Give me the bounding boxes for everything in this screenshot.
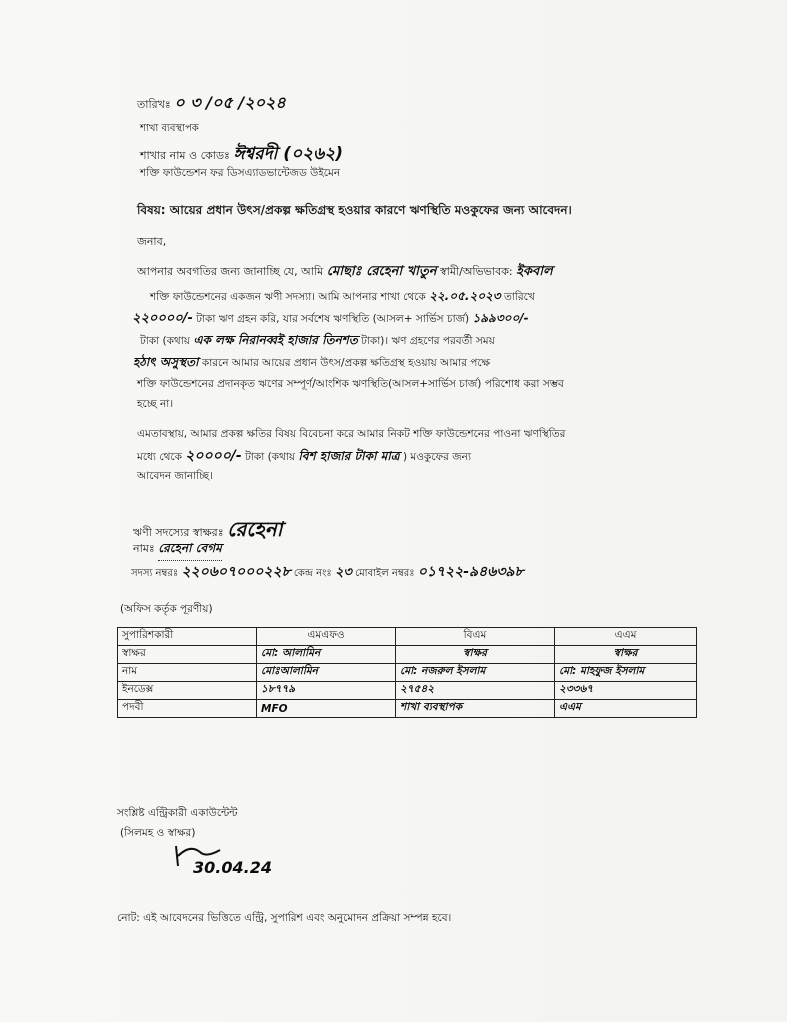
para1-line4 — [133, 352, 490, 373]
para2-suffix: ) মওকুফের জন্য — [402, 451, 471, 463]
cell: মো: আলামিন — [257, 646, 396, 664]
applicant-name-value: মোছাঃ রেহেনা খাতুন — [326, 264, 437, 279]
accountant-date: 30.04.24 — [193, 858, 272, 877]
para2-line3: আবেদন জানাচ্ছি। — [137, 470, 213, 482]
footer-note: নোট: এই আবেদনের ভিত্তিতে এন্ট্রি, সুপারিশ এবং অনুমোদন প্রক্রিয়া সম্পন্ন হবে। — [117, 912, 452, 924]
cell: ২৩৩৬৭ — [555, 682, 697, 700]
branch-label: শাখার নাম ও কোডঃ — [140, 149, 230, 162]
header-am: এএম — [555, 628, 697, 646]
cell: MFO — [257, 700, 396, 718]
accountant-line1: সংশ্লিষ্ট এন্ট্রিকারী একাউন্টেন্ট — [117, 807, 238, 819]
subject-line: বিষয়: আয়ের প্রধান উৎস/প্রকল্প ক্ষতিগ্রস্থ হওয়ার কারণে ঋণস্থিতি মওকুফের জন্য আবেদন। — [137, 203, 572, 217]
sign-label: ঋণী সদস্যের স্বাক্ষরঃ — [133, 526, 224, 539]
para2-line1: এমতাবস্থায়, আমার প্রকল্প ক্ষতির বিষয় বিবেচনা করে আমার নিকট শক্তি ফাউন্ডেশনের পাওনা ঋণস্থিতির — [137, 428, 566, 440]
cell: মো: নজরুল ইসলাম — [396, 664, 555, 682]
para1-line6: হচ্ছে না। — [137, 398, 174, 410]
words-value: এক লক্ষ নিরানব্বই হাজার তিনশত — [193, 333, 358, 347]
accountant-line2: (সিলমহ ও স্বাক্ষর) — [120, 827, 196, 839]
applicant-id-line — [131, 560, 524, 584]
cell: স্বাক্ষর — [555, 646, 697, 664]
branch-value: ঈশ্বরদী (০২৬২) — [233, 144, 344, 164]
cell: মো: মাহফুজ ইসলাম — [555, 664, 697, 682]
cell: শাখা ব্যবস্থাপক — [396, 700, 555, 718]
date-value: ০ ৩ /০৫ /২০২৪ — [174, 93, 286, 112]
member-number: ২২০৬০৭০০০২২৮ — [181, 564, 291, 580]
header-recommender: সুপারিশকারী — [118, 628, 257, 646]
mobile-label: মোবাইল নম্বরঃ — [355, 568, 415, 579]
para2-mid: টাকা (কথায় — [245, 451, 296, 463]
cell: ১৮৭৭৯ — [257, 682, 396, 700]
row-label: ইনডেক্স — [118, 682, 257, 700]
cell: এএম — [555, 700, 697, 718]
waiver-words-value: বিশ হাজার টাকা মাত্র — [298, 449, 400, 463]
waiver-amount-value: ২০০০০/- — [185, 448, 242, 464]
table-row — [118, 664, 697, 682]
header-bm: বিএম — [396, 628, 555, 646]
cell: স্বাক্ষর — [396, 646, 555, 664]
office-header-row — [118, 628, 697, 646]
table-row — [118, 646, 697, 664]
loan-amount-value: ২২০০০০/- — [132, 311, 193, 326]
row-label: পদবী — [118, 700, 257, 718]
after-text: টাকা)। ঋণ গ্রহণের পরবর্তী সময় — [361, 335, 495, 347]
office-title: (অফিস কর্তৃক পূরণীয়) — [120, 603, 213, 615]
center-label: কেন্দ্র নংঃ — [293, 568, 332, 579]
center-number: ২৩ — [334, 565, 352, 580]
loan-text: টাকা ঋণ গ্রহন করি, যার সর্বশেষ ঋণস্থিতি (আসল+ সার্ভিস চার্জ) — [196, 313, 470, 325]
words-label: টাকা (কথায় — [140, 335, 190, 347]
para1-line5: শক্তি ফাউন্ডেশনের প্রদানকৃত ঋণের সম্পূর্ণ/আংশিক ঋণস্থিতি(আসল+সার্ভিস চার্জ) পরিশোধ করা সম্ভব — [137, 378, 564, 390]
member-text: শক্তি ফাউন্ডেশনের একজন ঋণী সদস্যা। আমি আপনার শাখা থেকে — [150, 291, 426, 303]
table-row — [118, 700, 697, 718]
row-label: স্বাক্ষর — [118, 646, 257, 664]
office-table — [117, 627, 697, 718]
name-label: নামঃ — [133, 542, 155, 555]
applicant-name: রেহেনা বেগম — [158, 540, 222, 561]
header-mfo: এমএফও — [257, 628, 396, 646]
para1-line1 — [137, 262, 553, 282]
para2-line2 — [137, 446, 471, 467]
date-label: তারিখঃ — [137, 98, 171, 111]
para1-line3b — [140, 330, 495, 351]
para1-line2 — [150, 286, 535, 307]
salutation: জনাব, — [137, 235, 167, 248]
cause-value: হঠাৎ অসুস্থতা — [133, 355, 199, 369]
cell: ২৭৫৪২ — [396, 682, 555, 700]
table-row — [118, 682, 697, 700]
member-label: সদস্য নম্বরঃ — [131, 568, 179, 579]
balance-value: ১৯৯৩০০/- — [472, 311, 529, 325]
date-line — [137, 90, 286, 117]
row-label: নাম — [118, 664, 257, 682]
guardian-label: স্বামী/অভিভাবক: — [439, 265, 513, 278]
para1-intro: আপনার অবগতির জন্য জানাচ্ছি যে, আমি — [137, 265, 324, 278]
applicant-name-line — [133, 540, 222, 561]
mobile-number: ০১৭২২-৯৪৬৩৯৮ — [417, 564, 524, 580]
org-line: শক্তি ফাউন্ডেশন ফর ডিসএ্যাডভান্টেজড উইমেন — [140, 167, 341, 179]
para2-prefix: মধ্যে থেকে — [137, 451, 182, 463]
cell: মোঃআলামিন — [257, 664, 396, 682]
cause-text: কারনে আমার আয়ের প্রধান উৎস/প্রকল্প ক্ষতিগ্রস্থ হওয়ায় আমার পক্ষে — [201, 357, 491, 369]
applicant-signature: রেহেনা — [227, 517, 283, 541]
to-line: শাখা ব্যবস্থাপক — [140, 123, 199, 134]
branch-line — [140, 141, 343, 169]
loan-date-suffix: তারিখে — [503, 291, 535, 303]
loan-date-value: ২২.০৫.২০২৩ — [429, 289, 501, 303]
guardian-value: ইকবাল — [516, 264, 553, 279]
para1-line3 — [132, 308, 529, 329]
